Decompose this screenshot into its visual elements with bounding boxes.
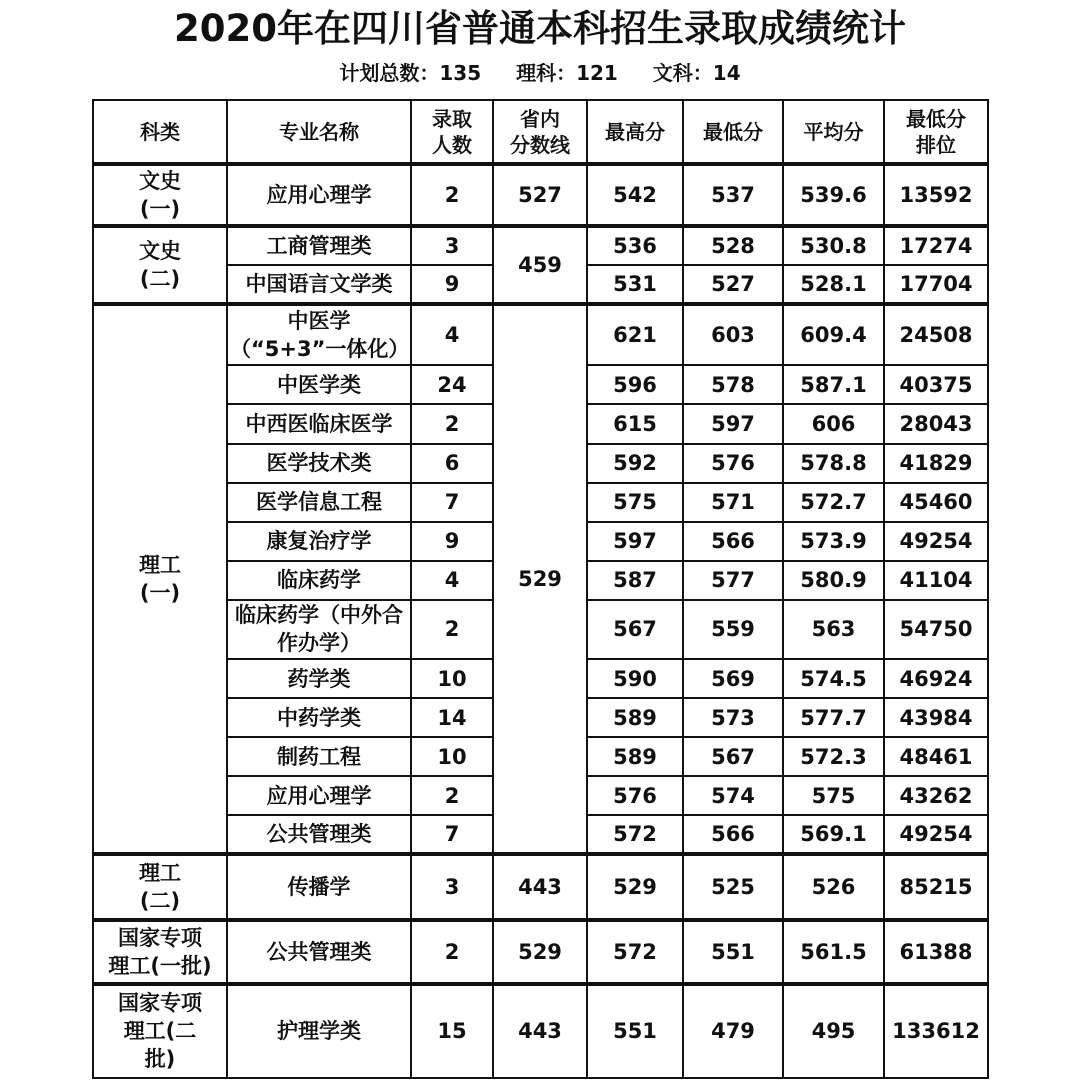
province-line-cell: 443: [493, 854, 587, 919]
major-name-cell: 中西医临床医学: [227, 404, 411, 443]
major-name-cell: 中药学类: [227, 698, 411, 737]
max-score-cell: 589: [587, 698, 683, 737]
table-header: [93, 100, 988, 164]
min-rank-cell: 17704: [884, 265, 988, 304]
min-rank-cell: 49254: [884, 815, 988, 854]
avg-score-cell: 573.9: [783, 522, 884, 561]
max-score-cell: 596: [587, 365, 683, 404]
min-rank-cell: 61388: [884, 920, 988, 984]
min-score-cell: 603: [683, 304, 783, 365]
category-group: [93, 984, 988, 1078]
header-category: 科类: [93, 100, 227, 164]
page-title: 2020年在四川省普通本科招生录取成绩统计: [174, 7, 906, 50]
min-rank-cell: 85215: [884, 854, 988, 919]
major-name-cell: 公共管理类: [227, 920, 411, 984]
category-cell: [93, 164, 227, 226]
category-group: [93, 226, 988, 304]
max-score-cell: 542: [587, 164, 683, 226]
min-rank-cell: 41104: [884, 561, 988, 600]
max-score-cell: 589: [587, 737, 683, 776]
min-rank-cell: 43984: [884, 698, 988, 737]
category-line: 批): [144, 1047, 176, 1072]
major-name-cell: 传播学: [227, 854, 411, 919]
max-score-cell: 621: [587, 304, 683, 365]
max-score-cell: 551: [587, 984, 683, 1078]
avg-score-cell: 575: [783, 776, 884, 815]
max-score-cell: 590: [587, 659, 683, 698]
min-score-cell: 566: [683, 815, 783, 854]
category-line: 文史: [139, 169, 181, 194]
avg-score-cell: 587.1: [783, 365, 884, 404]
admitted-count-cell: 2: [411, 776, 493, 815]
category-line: (一): [139, 197, 181, 222]
major-name-cell: 医学信息工程: [227, 483, 411, 522]
min-score-cell: 574: [683, 776, 783, 815]
category-line: 理工(二: [123, 1019, 197, 1044]
admitted-count-cell: 6: [411, 444, 493, 483]
major-name-cell: 应用心理学: [227, 776, 411, 815]
category-group: [93, 164, 988, 226]
min-rank-cell: 28043: [884, 404, 988, 443]
min-rank-cell: 24508: [884, 304, 988, 365]
min-score-cell: 597: [683, 404, 783, 443]
category-line: 国家专项: [118, 925, 202, 950]
admitted-count-cell: 2: [411, 600, 493, 659]
avg-score-cell: 530.8: [783, 226, 884, 265]
major-name-cell: 医学技术类: [227, 444, 411, 483]
avg-score-cell: 526: [783, 854, 884, 919]
min-rank-cell: 43262: [884, 776, 988, 815]
min-score-cell: 576: [683, 444, 783, 483]
table-row: [93, 854, 988, 919]
admitted-count-cell: 7: [411, 815, 493, 854]
avg-score-cell: 606: [783, 404, 884, 443]
category-group: [93, 304, 988, 854]
category-line: 理工: [139, 861, 181, 886]
min-score-cell: 578: [683, 365, 783, 404]
avg-score-cell: 577.7: [783, 698, 884, 737]
min-rank-cell: 41829: [884, 444, 988, 483]
admitted-count-cell: 2: [411, 404, 493, 443]
table-row: [93, 984, 988, 1078]
table-row: [93, 304, 988, 365]
max-score-cell: 597: [587, 522, 683, 561]
min-score-cell: 528: [683, 226, 783, 265]
category-cell: [93, 854, 227, 919]
admitted-count-cell: 4: [411, 304, 493, 365]
max-score-cell: 576: [587, 776, 683, 815]
avg-score-cell: 539.6: [783, 164, 884, 226]
category-cell: [93, 984, 227, 1078]
admitted-count-cell: 2: [411, 164, 493, 226]
category-line: 文史: [139, 239, 181, 264]
header-rank-line1: 最低分: [906, 106, 966, 131]
major-name-cell: 临床药学: [227, 561, 411, 600]
major-name-cell: 护理学类: [227, 984, 411, 1078]
max-score-cell: 536: [587, 226, 683, 265]
max-score-cell: 531: [587, 265, 683, 304]
min-score-cell: 559: [683, 600, 783, 659]
header-rank-line2: 排位: [916, 132, 956, 157]
major-name-cell: 工商管理类: [227, 226, 411, 265]
major-name-cell: 中医学类: [227, 365, 411, 404]
category-cell: [93, 920, 227, 984]
table-row: [93, 164, 988, 226]
header-min: 最低分: [683, 100, 783, 164]
admitted-count-cell: 14: [411, 698, 493, 737]
major-name-cell: 中国语言文学类: [227, 265, 411, 304]
min-rank-cell: 13592: [884, 164, 988, 226]
min-rank-cell: 49254: [884, 522, 988, 561]
admitted-count-cell: 3: [411, 226, 493, 265]
max-score-cell: 615: [587, 404, 683, 443]
header-line: [493, 100, 587, 164]
header-line-line1: 省内: [520, 106, 560, 131]
min-rank-cell: 46924: [884, 659, 988, 698]
admitted-count-cell: 10: [411, 659, 493, 698]
avg-score-cell: 578.8: [783, 444, 884, 483]
category-line: 理工: [139, 553, 181, 578]
admitted-count-cell: 9: [411, 522, 493, 561]
admitted-count-cell: 2: [411, 920, 493, 984]
max-score-cell: 592: [587, 444, 683, 483]
admitted-count-cell: 24: [411, 365, 493, 404]
avg-score-cell: 495: [783, 984, 884, 1078]
province-line-cell: 443: [493, 984, 587, 1078]
table-row: [93, 226, 988, 265]
header-line-line2: 分数线: [510, 132, 570, 157]
category-line: 国家专项: [118, 991, 202, 1016]
avg-score-cell: 574.5: [783, 659, 884, 698]
avg-score-cell: 569.1: [783, 815, 884, 854]
admitted-count-cell: 3: [411, 854, 493, 919]
max-score-cell: 575: [587, 483, 683, 522]
plan-arts: 文科：14: [652, 61, 741, 85]
major-name-cell: 公共管理类: [227, 815, 411, 854]
min-score-cell: 569: [683, 659, 783, 698]
min-rank-cell: 17274: [884, 226, 988, 265]
avg-score-cell: 528.1: [783, 265, 884, 304]
admitted-count-cell: 10: [411, 737, 493, 776]
min-score-cell: 537: [683, 164, 783, 226]
plan-summary: [0, 58, 1080, 88]
province-line-cell: 529: [493, 304, 587, 854]
category-group: [93, 854, 988, 919]
category-line: (一): [139, 581, 181, 606]
table-row: [93, 920, 988, 984]
header-rank: [884, 100, 988, 164]
header-max: 最高分: [587, 100, 683, 164]
header-admitted-line1: 录取: [432, 106, 472, 131]
max-score-cell: 572: [587, 815, 683, 854]
header-avg: 平均分: [783, 100, 884, 164]
category-cell: [93, 226, 227, 304]
min-score-cell: 573: [683, 698, 783, 737]
avg-score-cell: 563: [783, 600, 884, 659]
avg-score-cell: 572.3: [783, 737, 884, 776]
header-admitted-line2: 人数: [432, 132, 472, 157]
min-rank-cell: 54750: [884, 600, 988, 659]
min-score-cell: 551: [683, 920, 783, 984]
category-cell: [93, 304, 227, 854]
min-score-cell: 571: [683, 483, 783, 522]
plan-science: 理科：121: [516, 61, 618, 85]
province-line-cell: 527: [493, 164, 587, 226]
min-rank-cell: 48461: [884, 737, 988, 776]
max-score-cell: 572: [587, 920, 683, 984]
admitted-count-cell: 15: [411, 984, 493, 1078]
category-line: 理工(一批): [108, 953, 212, 978]
min-score-cell: 527: [683, 265, 783, 304]
header-major: 专业名称: [227, 100, 411, 164]
major-name-cell: 康复治疗学: [227, 522, 411, 561]
category-line: (二): [139, 267, 181, 292]
min-score-cell: 525: [683, 854, 783, 919]
category-group: [93, 920, 988, 984]
header-row: [93, 100, 988, 164]
admitted-count-cell: 4: [411, 561, 493, 600]
min-rank-cell: 133612: [884, 984, 988, 1078]
min-score-cell: 479: [683, 984, 783, 1078]
admission-scores-table: [92, 99, 989, 1079]
min-rank-cell: 40375: [884, 365, 988, 404]
avg-score-cell: 609.4: [783, 304, 884, 365]
max-score-cell: 529: [587, 854, 683, 919]
admitted-count-cell: 7: [411, 483, 493, 522]
category-line: (二): [139, 889, 181, 914]
avg-score-cell: 572.7: [783, 483, 884, 522]
major-name-cell: 临床药学（中外合作办学）: [227, 600, 411, 659]
max-score-cell: 567: [587, 600, 683, 659]
plan-total: 计划总数：135: [339, 61, 482, 85]
min-score-cell: 566: [683, 522, 783, 561]
province-line-cell: 459: [493, 226, 587, 304]
province-line-cell: 529: [493, 920, 587, 984]
max-score-cell: 587: [587, 561, 683, 600]
admitted-count-cell: 9: [411, 265, 493, 304]
major-name-cell: 中医学（“5+3”一体化）: [227, 304, 411, 365]
min-score-cell: 577: [683, 561, 783, 600]
header-admitted: [411, 100, 493, 164]
avg-score-cell: 561.5: [783, 920, 884, 984]
avg-score-cell: 580.9: [783, 561, 884, 600]
min-score-cell: 567: [683, 737, 783, 776]
major-name-cell: 药学类: [227, 659, 411, 698]
major-name-cell: 应用心理学: [227, 164, 411, 226]
major-name-cell: 制药工程: [227, 737, 411, 776]
min-rank-cell: 45460: [884, 483, 988, 522]
